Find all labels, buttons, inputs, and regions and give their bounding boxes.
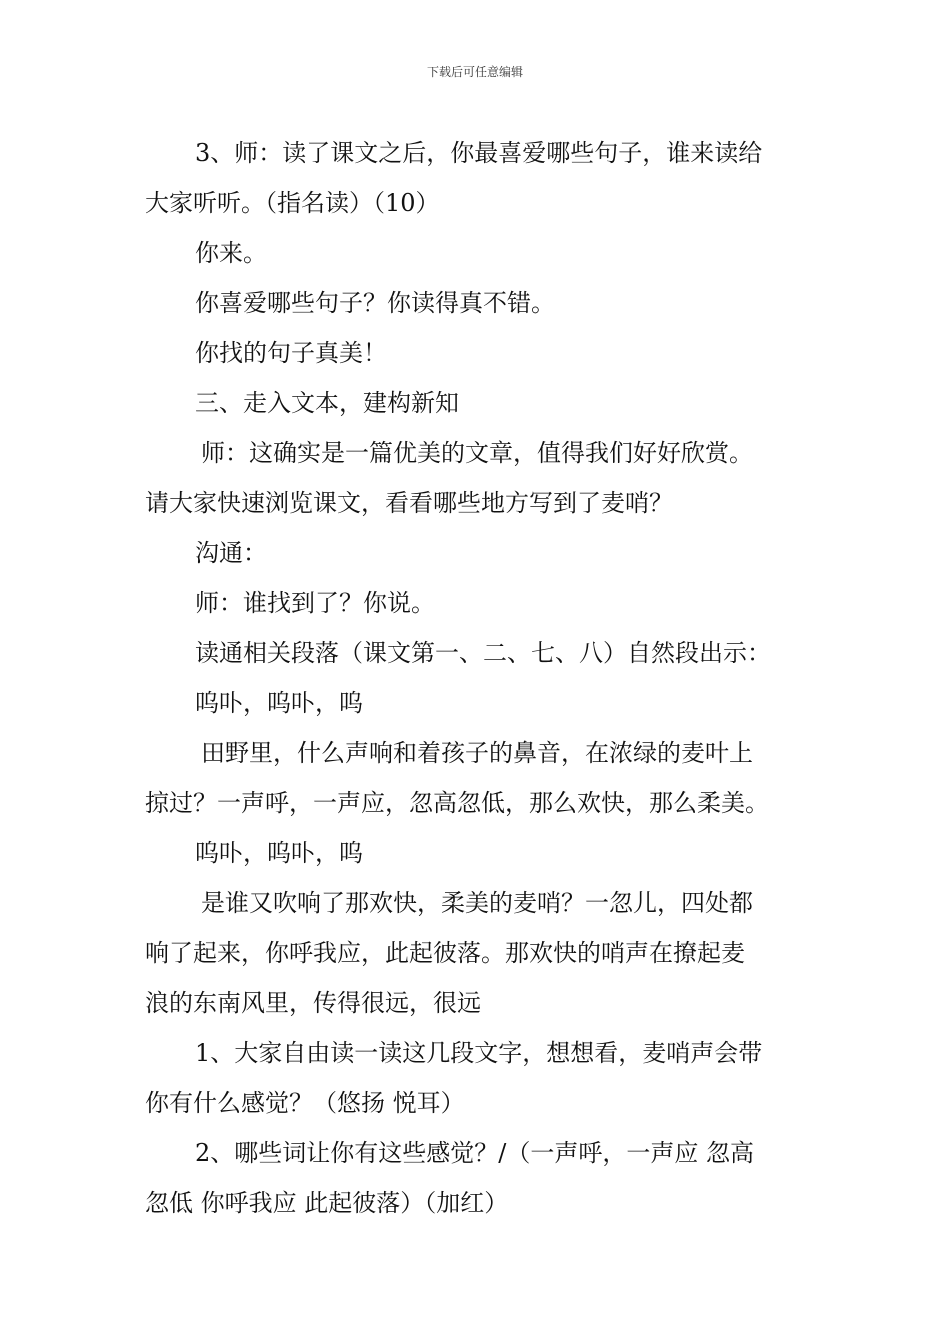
- text-line: 呜卟，呜卟，呜: [195, 839, 363, 867]
- text-line: 是谁又吹响了那欢快，柔美的麦哨？一忽儿，四处都: [201, 889, 753, 917]
- text-line: 3、师：读了课文之后，你最喜爱哪些句子，谁来读给: [195, 139, 763, 167]
- text-line: 忽低 你呼我应 此起彼落）（加红）: [145, 1189, 509, 1217]
- text-line: 读通相关段落（课文第一、二、七、八）自然段出示：: [195, 639, 771, 667]
- text-line: 你有什么感觉？（悠扬 悦耳）: [145, 1089, 465, 1117]
- text-line: 请大家快速浏览课文，看看哪些地方写到了麦哨？: [145, 489, 673, 517]
- text-line: 你喜爱哪些句子？你读得真不错。: [195, 289, 555, 317]
- text-line: 师：这确实是一篇优美的文章，值得我们好好欣赏。: [201, 439, 753, 467]
- text-line: 你找的句子真美！: [195, 339, 387, 367]
- document-body: [145, 128, 807, 1228]
- text-line: 呜卟，呜卟，呜: [195, 689, 363, 717]
- text-line: 浪的东南风里，传得很远，很远: [145, 989, 481, 1017]
- text-line: 田野里，什么声响和着孩子的鼻音，在浓绿的麦叶上: [201, 739, 753, 767]
- page-header: 下载后可任意编辑: [426, 65, 523, 79]
- text-line: 你来。: [195, 239, 267, 267]
- text-line: 师：谁找到了？你说。: [195, 589, 435, 617]
- text-line: 响了起来，你呼我应，此起彼落。那欢快的哨声在撩起麦: [145, 939, 745, 967]
- section-heading: 三、走入文本，建构新知: [195, 389, 459, 417]
- text-line: 掠过？一声呼，一声应，忽高忽低，那么欢快，那么柔美。: [145, 789, 769, 817]
- text-line: 沟通：: [195, 539, 267, 567]
- text-line: 2、哪些词让你有这些感觉？/（一声呼，一声应 忽高: [195, 1139, 754, 1167]
- text-line: 1、大家自由读一读这几段文字，想想看，麦哨声会带: [195, 1039, 763, 1067]
- text-line: 大家听听。（指名读）（10）: [145, 189, 440, 217]
